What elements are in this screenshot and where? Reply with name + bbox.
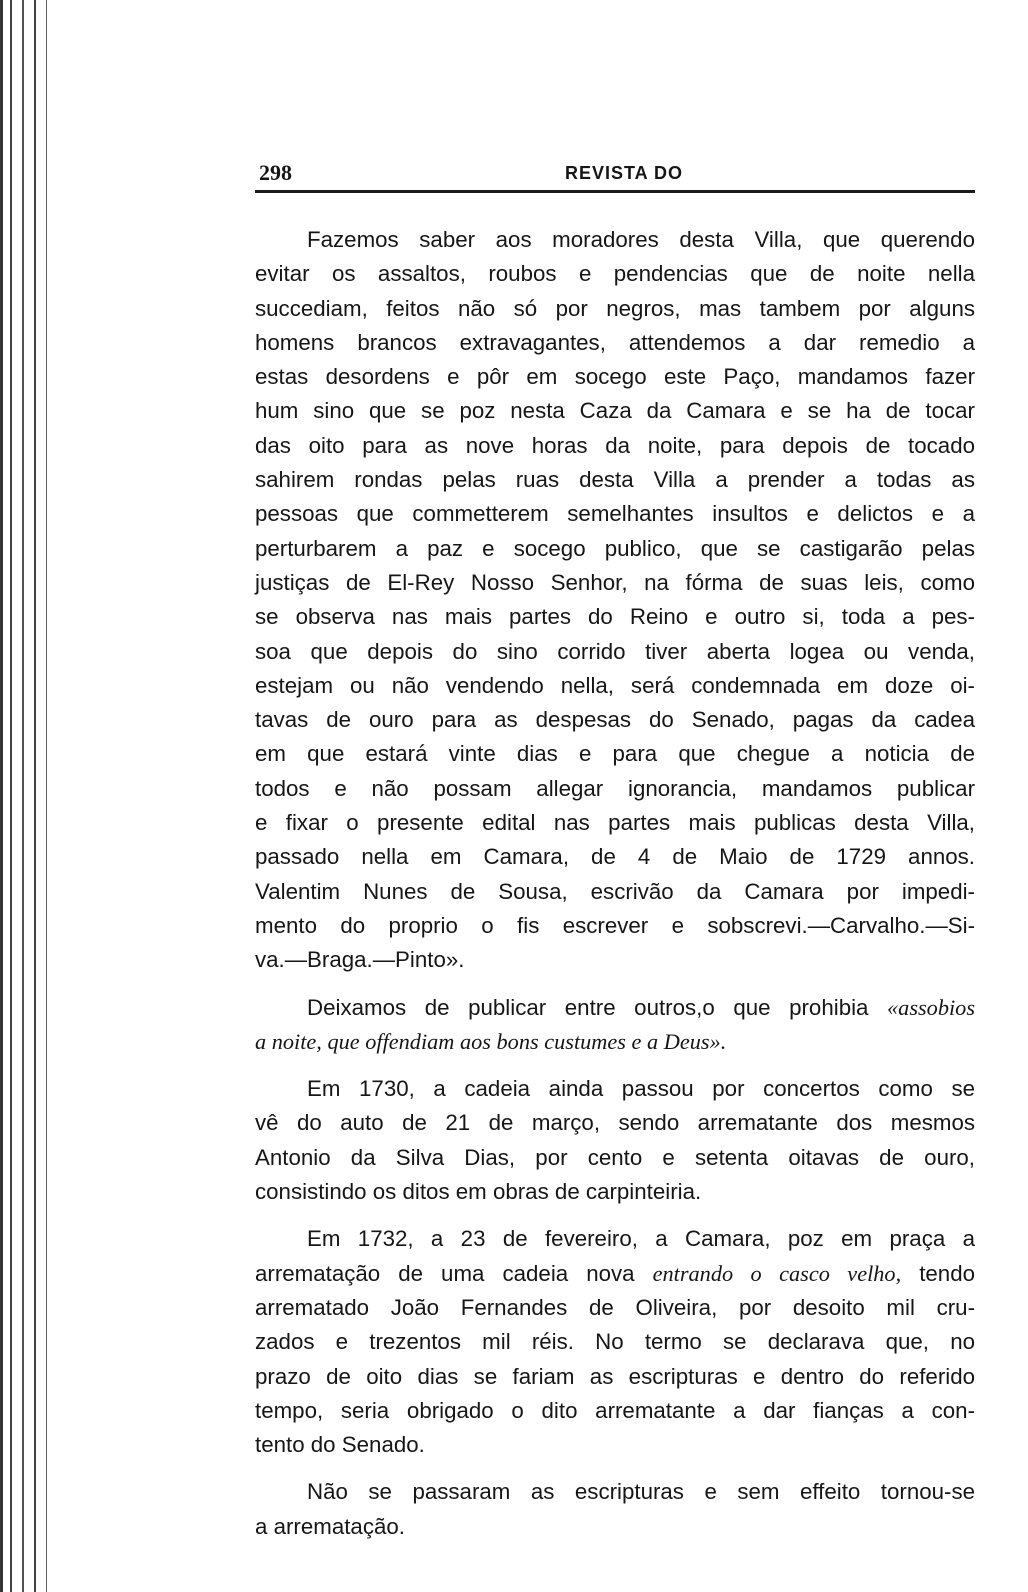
- text-line: perturbarem a paz e socego publico, que se castigarão pelas: [255, 535, 975, 561]
- text-line: prazo de oito dias se fariam as escripturas e dentro do referido: [255, 1363, 975, 1389]
- text-line: soa que depois do sino corrido tiver aberta logea ou venda,: [255, 638, 975, 664]
- running-head: REVISTA DO: [565, 163, 684, 183]
- text-line: das oito para as nove horas da noite, para depois de tocado: [255, 432, 975, 458]
- book-page: [255, 150, 975, 1557]
- paragraph-assobios: [255, 991, 975, 1060]
- text-line: Antonio da Silva Dias, por cento e setenta oitavas de ouro,: [255, 1144, 975, 1170]
- italic-span: entrando o casco velho,: [652, 1260, 902, 1286]
- text-line: Valentim Nunes de Sousa, escrivão da Camara por impedi-: [255, 878, 975, 904]
- text-line: va.—Braga.—Pinto».: [255, 947, 465, 973]
- book-binding-edge: [0, 0, 60, 1592]
- text-line: estas desordens e pôr em socego este Paço, mandamos fazer: [255, 364, 975, 390]
- page-header: [255, 150, 975, 193]
- text-line: hum sino que se poz nesta Caza da Camara e se ha de tocar: [255, 398, 975, 424]
- text-line: succediam, feitos não só por negros, mas tambem por alguns: [255, 295, 975, 321]
- text-line: Em 1730, a cadeia ainda passou por concertos como se: [307, 1076, 975, 1102]
- paragraph-1730: [255, 1072, 975, 1209]
- text-line: [255, 1257, 975, 1291]
- text-line: Em 1732, a 23 de fevereiro, a Camara, poz em praça a: [307, 1226, 975, 1252]
- paragraph-1732: [255, 1222, 975, 1462]
- text-line: em que estará vinte dias e para que chegue a noticia de: [255, 741, 975, 767]
- paragraph-escripturas: [255, 1475, 975, 1544]
- text-line: estejam ou não vendendo nella, será condemnada em doze oi-: [255, 672, 975, 698]
- text-span: tendo: [901, 1260, 975, 1286]
- text-line: tempo, seria obrigado o dito arrematante a dar fianças a con-: [255, 1397, 975, 1423]
- text-line: tento do Senado.: [255, 1432, 425, 1458]
- body-text: [255, 223, 975, 1544]
- page-number: 298: [259, 160, 292, 185]
- text-line: justiças de El-Rey Nosso Senhor, na fórma de suas leis, como: [255, 569, 975, 595]
- text-line: sahirem rondas pelas ruas desta Villa a prender a todas as: [255, 467, 975, 493]
- text-line: se observa nas mais partes do Reino e outro si, toda a pes-: [255, 604, 975, 630]
- text-line: a arrematação.: [255, 1513, 405, 1539]
- text-line: [255, 1025, 975, 1059]
- text-span: arrematação de uma cadeia nova: [255, 1260, 653, 1286]
- italic-span: «assobios: [887, 994, 975, 1020]
- text-line: todos e não possam allegar ignorancia, mandamos publicar: [255, 775, 975, 801]
- text-line: tavas de ouro para as despesas do Senado, pagas da cadea: [255, 707, 975, 733]
- text-line: vê do auto de 21 de março, sendo arrematante dos mesmos: [255, 1110, 975, 1136]
- italic-span: a noite, que offendiam aos bons custumes e a Deus».: [255, 1028, 727, 1054]
- text-line: mento do proprio o fis escrever e sobscrevi.—Carvalho.—Si-: [255, 912, 975, 938]
- text-line: consistindo os ditos em obras de carpinteiria.: [255, 1179, 702, 1205]
- text-line: e fixar o presente edital nas partes mais publicas desta Villa,: [255, 810, 975, 836]
- text-span: Deixamos de publicar entre outros,o que prohibia: [307, 994, 888, 1020]
- text-line: zados e trezentos mil réis. No termo se declarava que, no: [255, 1329, 975, 1355]
- text-line: passado nella em Camara, de 4 de Maio de 1729 annos.: [255, 844, 975, 870]
- text-line: arrematado João Fernandes de Oliveira, por desoito mil cru-: [255, 1294, 975, 1320]
- paragraph-edital: [255, 223, 975, 978]
- text-line: Não se passaram as escripturas e sem effeito tornou-se: [307, 1479, 975, 1505]
- text-line: homens brancos extravagantes, attendemos a dar remedio a: [255, 329, 975, 355]
- text-line: pessoas que commetterem semelhantes insultos e delictos e a: [255, 501, 975, 527]
- text-line: evitar os assaltos, roubos e pendencias que de noite nella: [255, 261, 975, 287]
- text-line: [255, 991, 975, 1025]
- text-line: Fazemos saber aos moradores desta Villa, que querendo: [307, 227, 975, 252]
